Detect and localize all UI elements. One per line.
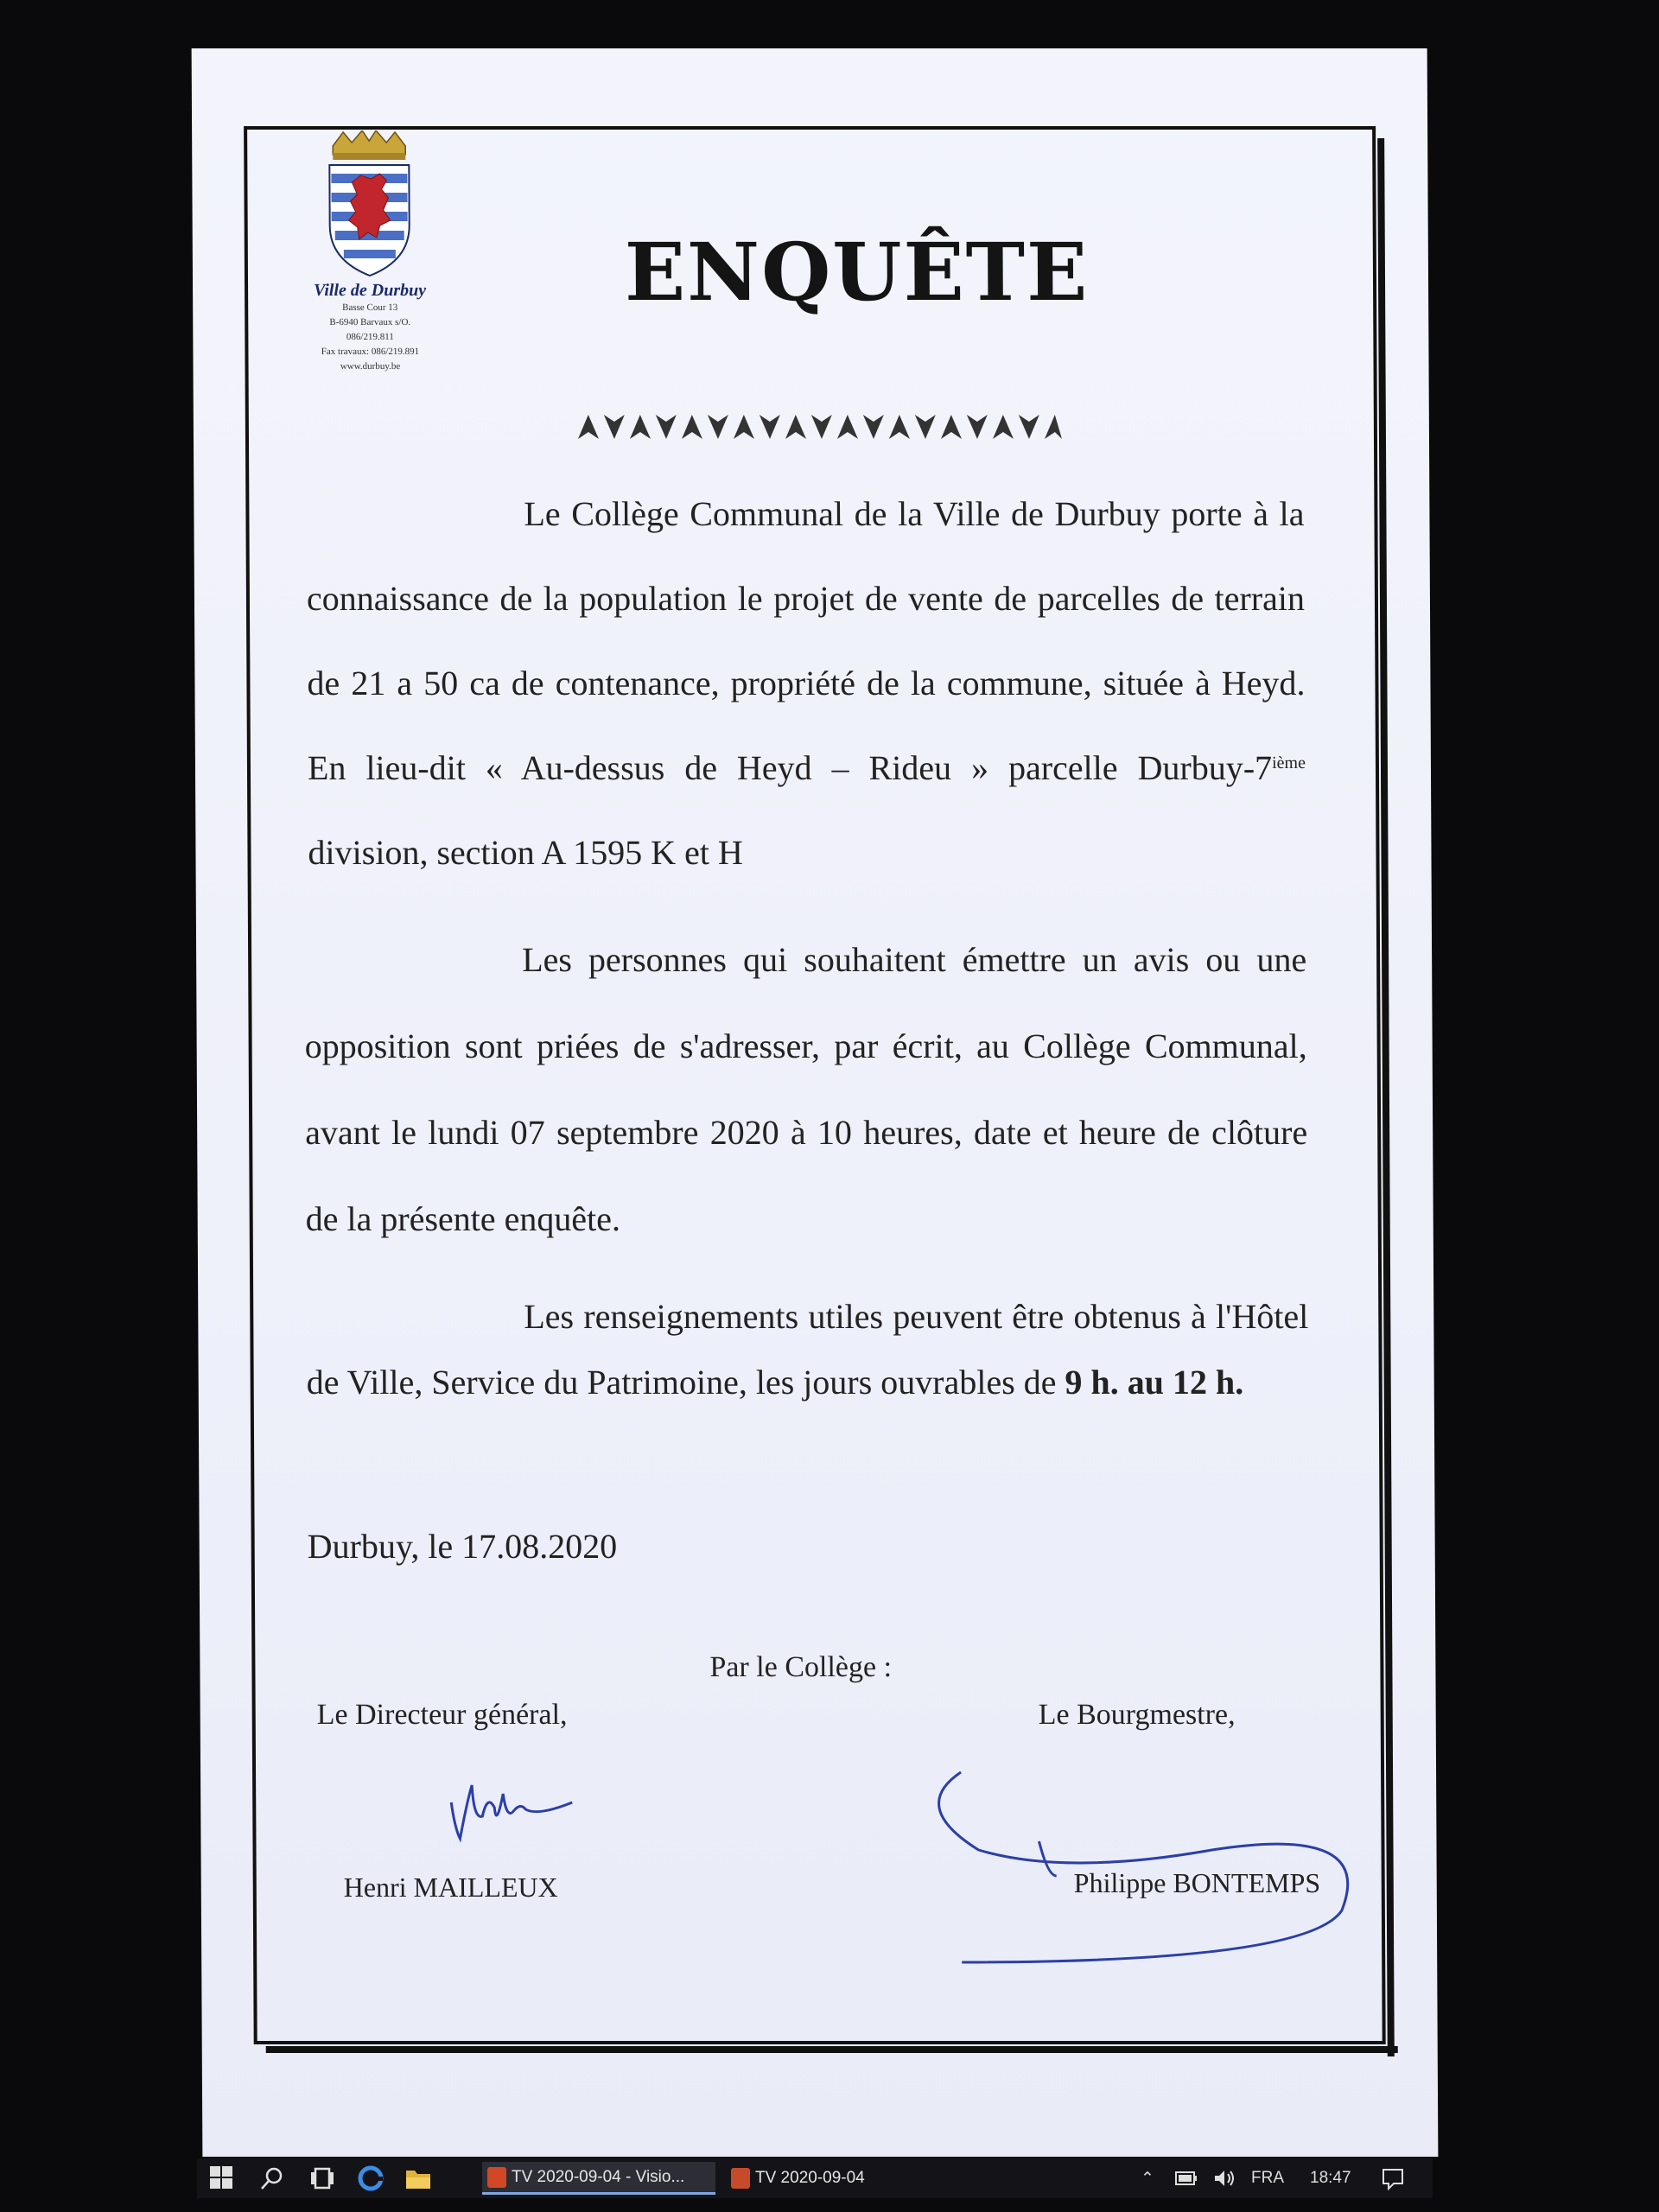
search-icon[interactable] <box>259 2165 285 2191</box>
logo-phone-line: 086/219.811 <box>346 332 394 342</box>
logo-address-line: B-6940 Barvaux s/O. <box>329 317 411 327</box>
notifications-icon[interactable] <box>1381 2167 1405 2191</box>
paragraph-opposition: Les personnes qui souhaitent émettre un avis ou une opposition sont priées de s'adresser, par écrit, au Collège Communal, avant le lundi 07 septembre 2020 à 10 heures, date et heure de clôture de la présente enquête. <box>304 940 1308 1238</box>
paragraph-sale-notice <box>306 472 1306 895</box>
taskbar-app-label: TV 2020-09-04 - Visio... <box>512 2167 685 2186</box>
mayor-name: Philippe BONTEMPS <box>1073 1867 1321 1898</box>
slideshow-icon <box>731 2168 750 2189</box>
paragraph-information <box>306 1284 1309 1415</box>
windows-start-icon[interactable] <box>209 2165 233 2190</box>
mayor-title: Le Bourgmestre, <box>1038 1699 1236 1731</box>
director-signature <box>442 1768 616 1854</box>
task-view-icon[interactable] <box>309 2165 335 2191</box>
taskbar-app-powerpoint[interactable] <box>482 2162 715 2195</box>
paragraph-text: Les renseignements utiles peuvent être obtenus à l'Hôtel de Ville, Service du Patrimoine, les jours ouvrables de <box>306 1297 1309 1402</box>
input-language[interactable]: FRA <box>1251 2169 1284 2187</box>
show-hidden-icons-chevron-icon[interactable]: ⌃ <box>1141 2170 1154 2188</box>
edge-browser-icon[interactable] <box>358 2165 384 2191</box>
coat-of-arms-icon <box>326 130 413 277</box>
monitor-screen <box>192 48 1439 2157</box>
logo-website-line: www.durbuy.be <box>340 361 401 372</box>
par-le-college: Par le Collège : <box>709 1651 893 1683</box>
director-name: Henri MAILLEUX <box>343 1872 558 1903</box>
logo-fax-line: Fax travaux: 086/219.891 <box>321 346 420 357</box>
powerpoint-icon <box>487 2167 506 2188</box>
battery-icon[interactable] <box>1175 2171 1198 2186</box>
taskbar-app-label: TV 2020-09-04 <box>755 2169 865 2187</box>
clock[interactable]: 18:47 <box>1310 2169 1351 2187</box>
taskbar-app-slideshow[interactable] <box>726 2162 964 2195</box>
windows-taskbar <box>197 2158 1433 2198</box>
file-explorer-icon[interactable] <box>404 2165 432 2191</box>
paragraph-text: division, section A 1595 K et H <box>308 833 743 872</box>
superscript: ième <box>1272 753 1306 772</box>
paragraph-text: Le Collège Communal de la Ville de Durbuy porte à la connaissance de la population le projet de vente de parcelles de terrain de 21 a 50 ca de contenance, propriété de la commune, située à Heyd. En lieu-dit « Au-dessus de Heyd – Rideu » parcelle Durbuy-7 <box>306 494 1306 787</box>
office-hours: 9 h. au 12 h. <box>1065 1363 1244 1402</box>
logo-town-name: Ville de Durbuy <box>314 281 427 300</box>
director-title: Le Directeur général, <box>316 1699 568 1731</box>
document-title: ENQUÊTE <box>624 226 1090 319</box>
volume-icon[interactable] <box>1213 2169 1236 2188</box>
logo-address-line: Basse Cour 13 <box>342 302 398 313</box>
durbuy-logo <box>304 130 435 374</box>
document-date: Durbuy, le 17.08.2020 <box>307 1527 618 1566</box>
title-ornament <box>578 411 1062 442</box>
